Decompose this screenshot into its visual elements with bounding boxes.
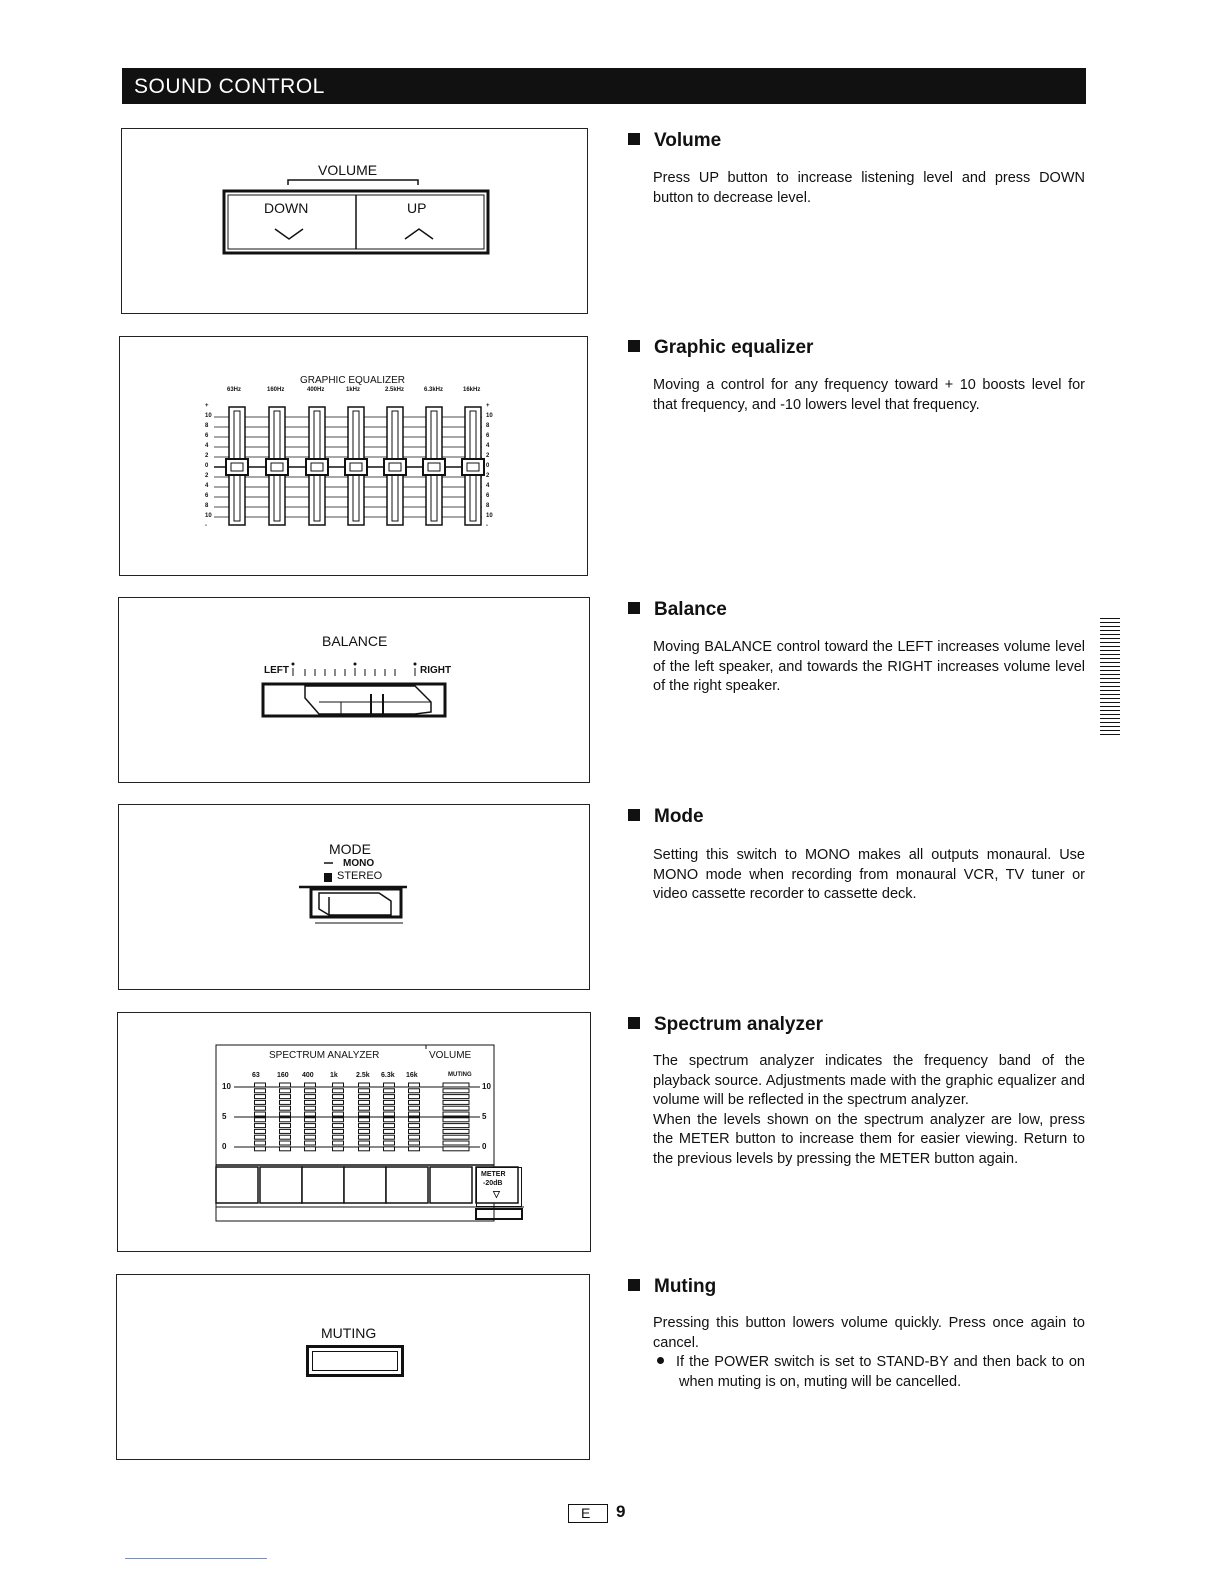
spectrum-bar-segment (255, 1083, 266, 1087)
spectrum-bar-segment (305, 1147, 316, 1151)
spectrum-level-right: 10 (482, 1082, 491, 1091)
spectrum-bar-segment (359, 1124, 370, 1128)
eq-scale-left-label: 10 (205, 513, 212, 519)
spectrum-bar-segment (443, 1083, 469, 1087)
spectrum-bar-segment (333, 1147, 344, 1151)
meter-db-label: -20dB (483, 1180, 503, 1187)
meter-down-arrow-icon: ▽ (493, 1189, 500, 1199)
eq-scale-right-label: 8 (486, 503, 490, 509)
spectrum-bar-segment (384, 1129, 395, 1133)
spectrum-bar-segment (305, 1112, 316, 1116)
eq-scale-left-label: 6 (205, 433, 209, 439)
eq-scale-left-label: + (205, 403, 209, 409)
spectrum-bar-segment (409, 1141, 420, 1145)
spectrum-bar-segment (409, 1089, 420, 1093)
spectrum-bar-segment (384, 1100, 395, 1104)
eq-scale-right-label: 10 (486, 513, 493, 519)
balance-right-label: RIGHT (420, 665, 452, 676)
volume-up-button[interactable]: UP (407, 200, 427, 216)
spectrum-band-label: 16k (406, 1072, 418, 1079)
bullet-dot-icon (657, 1357, 664, 1364)
volume-buttons-diagram (122, 129, 589, 315)
spectrum-bar-segment (384, 1124, 395, 1128)
spectrum-bar-segment (305, 1135, 316, 1139)
spectrum-bar-segment (280, 1135, 291, 1139)
spectrum-bar-segment (305, 1124, 316, 1128)
spectrum-bar-segment (255, 1118, 266, 1122)
mode-title: MODE (329, 841, 371, 857)
spectrum-bar-segment (333, 1095, 344, 1099)
eq-scale-left-label: - (205, 523, 207, 529)
footer-rule (125, 1558, 267, 1559)
spectrum-bar-segment (359, 1135, 370, 1139)
mode-heading: Mode (628, 806, 704, 828)
spectrum-heading: Spectrum analyzer (628, 1014, 823, 1036)
mode-stereo-label: STEREO (337, 870, 383, 882)
spectrum-bar-segment (255, 1141, 266, 1145)
eq-scale-left-label: 8 (205, 423, 209, 429)
bullet-icon (628, 340, 640, 352)
spectrum-bar-segment (443, 1141, 469, 1145)
eq-scale-right-label: - (486, 523, 488, 529)
eq-title: GRAPHIC EQUALIZER (300, 375, 406, 386)
spectrum-level-right: 5 (482, 1112, 487, 1121)
equalizer-text: Moving a control for any frequency toward + 10 boosts level for that frequency, and -10 lowers level that frequency. (653, 377, 1085, 413)
spectrum-bar-segment (409, 1124, 420, 1128)
spectrum-title: SPECTRUM ANALYZER (269, 1050, 380, 1061)
spectrum-bar-segment (443, 1089, 469, 1093)
spectrum-bar-segment (443, 1129, 469, 1133)
volume-title: VOLUME (318, 162, 378, 178)
spectrum-bar-segment (255, 1129, 266, 1133)
spectrum-volume-label: VOLUME (429, 1050, 472, 1061)
spectrum-button (430, 1167, 472, 1203)
page-number: 9 (616, 1502, 626, 1521)
spectrum-bar-segment (333, 1124, 344, 1128)
spectrum-bar-segment (280, 1083, 291, 1087)
mode-switch-diagram (119, 805, 591, 991)
spectrum-band-label: 63 (252, 1072, 260, 1079)
volume-figure (121, 128, 588, 314)
spectrum-bar-segment (443, 1100, 469, 1104)
spectrum-bar-segment (409, 1118, 420, 1122)
spectrum-bar-segment (359, 1141, 370, 1145)
spectrum-bar-segment (443, 1124, 469, 1128)
eq-slider-knob (384, 459, 406, 475)
spectrum-bar-segment (409, 1083, 420, 1087)
spectrum-band-label: 2.5k (356, 1072, 370, 1079)
spectrum-text: The spectrum analyzer indicates the frequency band of the playback source. Adjustments made with the graphic equalizer and volume will be reflected in the spectrum analyzer. When the levels shown on the spectrum analyzer are low, press the METER button to increase them for easier viewing. Return to the previous levels by pressing the METER button again. (653, 1053, 1085, 1167)
spectrum-bar-segment (280, 1147, 291, 1151)
spectrum-bar-segment (409, 1135, 420, 1139)
spectrum-bar-segment (280, 1118, 291, 1122)
spectrum-button (260, 1167, 302, 1203)
spectrum-bar-segment (305, 1083, 316, 1087)
eq-scale-right-label: 2 (486, 453, 490, 459)
spectrum-bar-segment (333, 1083, 344, 1087)
eq-scale-left-label: 8 (205, 503, 209, 509)
spectrum-bar-segment (255, 1147, 266, 1151)
spectrum-bar-segment (305, 1118, 316, 1122)
balance-slider-diagram (119, 598, 591, 784)
eq-slider-knob (423, 459, 445, 475)
bullet-icon (628, 133, 640, 145)
spectrum-bar-segment (384, 1106, 395, 1110)
spectrum-level-right: 0 (482, 1142, 487, 1151)
spectrum-band-label: 1k (330, 1072, 338, 1079)
spectrum-level-left: 0 (222, 1142, 227, 1151)
spectrum-bar-segment (359, 1089, 370, 1093)
spectrum-bar-segment (305, 1095, 316, 1099)
spectrum-bar-segment (255, 1095, 266, 1099)
spectrum-band-label: 400 (302, 1072, 314, 1079)
eq-band-label: 6.3kHz (424, 387, 444, 393)
eq-scale-left-label: 10 (205, 413, 212, 419)
spectrum-bar-segment (359, 1095, 370, 1099)
mode-figure (118, 804, 590, 990)
spectrum-button (216, 1167, 258, 1203)
bullet-icon (628, 1017, 640, 1029)
eq-scale-left-label: 2 (205, 473, 209, 479)
spectrum-bar-segment (333, 1118, 344, 1122)
meter-label: METER (481, 1171, 506, 1178)
bullet-icon (628, 809, 640, 821)
equalizer-heading: Graphic equalizer (628, 337, 813, 359)
spectrum-bar-segment (255, 1089, 266, 1093)
eq-scale-right-label: + (486, 403, 490, 409)
spectrum-bar-segment (443, 1135, 469, 1139)
muting-text: Pressing this button lowers volume quickly. Press once again to cancel. If the POWER switch is set to STAND-BY and then back to on when muting is on, muting will be cancelled. (653, 1314, 1085, 1392)
spectrum-bar-segment (333, 1135, 344, 1139)
spectrum-bar-segment (443, 1118, 469, 1122)
eq-slider-knob (345, 459, 367, 475)
spectrum-bar-segment (409, 1112, 420, 1116)
spectrum-bar-segment (305, 1129, 316, 1133)
page-title: SOUND CONTROL (134, 75, 325, 98)
eq-band-label: 1kHz (346, 387, 361, 393)
volume-down-button[interactable]: DOWN (264, 200, 309, 216)
spectrum-bar-segment (384, 1083, 395, 1087)
balance-title: BALANCE (322, 633, 388, 649)
spectrum-bar-segment (305, 1141, 316, 1145)
spectrum-bar-segment (280, 1089, 291, 1093)
spectrum-bar-segment (359, 1118, 370, 1122)
spectrum-level-left: 5 (222, 1112, 227, 1121)
spectrum-bar-segment (443, 1095, 469, 1099)
page-edge-marks (1100, 618, 1120, 738)
bullet-icon (628, 602, 640, 614)
eq-scale-right-label: 6 (486, 433, 490, 439)
eq-scale-right-label: 4 (486, 483, 490, 489)
eq-band-label: 2.5kHz (385, 387, 405, 393)
eq-scale-left-label: 4 (205, 483, 209, 489)
spectrum-bar-segment (255, 1112, 266, 1116)
spectrum-bar-segment (333, 1100, 344, 1104)
eq-scale-right-label: 10 (486, 413, 493, 419)
muting-title: MUTING (321, 1325, 377, 1341)
eq-band-label: 160Hz (267, 387, 285, 393)
spectrum-bar-segment (443, 1106, 469, 1110)
balance-figure (118, 597, 590, 783)
spectrum-bar-segment (305, 1100, 316, 1104)
spectrum-bar-segment (384, 1112, 395, 1116)
spectrum-bar-segment (333, 1141, 344, 1145)
spectrum-bar-segment (384, 1095, 395, 1099)
eq-scale-right-label: 0 (486, 463, 490, 469)
eq-scale-right-label: 6 (486, 493, 490, 499)
eq-scale-left-label: 6 (205, 493, 209, 499)
spectrum-bar-segment (443, 1112, 469, 1116)
spectrum-bar-segment (359, 1112, 370, 1116)
spectrum-bar-segment (280, 1106, 291, 1110)
spectrum-button (344, 1167, 386, 1203)
spectrum-bar-segment (409, 1129, 420, 1133)
spectrum-bar-segment (255, 1135, 266, 1139)
muting-figure (116, 1274, 590, 1460)
eq-scale-right-label: 2 (486, 473, 490, 479)
muting-button[interactable] (306, 1345, 404, 1377)
spectrum-bar-segment (409, 1106, 420, 1110)
mode-text: Setting this switch to MONO makes all outputs monaural. Use MONO mode when recording from monaural VCR, TV tuner or video cassette recorder to cassette deck. (653, 847, 1085, 902)
eq-band-label: 400Hz (307, 387, 325, 393)
spectrum-bar-segment (359, 1106, 370, 1110)
eq-scale-right-label: 8 (486, 423, 490, 429)
spectrum-bar-segment (384, 1141, 395, 1145)
spectrum-bar-segment (255, 1124, 266, 1128)
spectrum-bar-segment (255, 1106, 266, 1110)
spectrum-bar-segment (280, 1100, 291, 1104)
spectrum-bar-segment (333, 1089, 344, 1093)
spectrum-bar-segment (384, 1089, 395, 1093)
spectrum-bar-segment (333, 1106, 344, 1110)
spectrum-bar-segment (384, 1135, 395, 1139)
spectrum-bar-segment (409, 1095, 420, 1099)
spectrum-bar-segment (359, 1147, 370, 1151)
spectrum-bar-segment (280, 1112, 291, 1116)
bullet-icon (628, 1279, 640, 1291)
mode-mono-label: MONO (343, 858, 375, 869)
spectrum-bar-segment (280, 1141, 291, 1145)
spectrum-bar-segment (305, 1089, 316, 1093)
muting-note: If the POWER switch is set to STAND-BY and then back to on when muting is on, muting will be cancelled. (653, 1353, 1085, 1392)
spectrum-bar-segment (333, 1112, 344, 1116)
spectrum-bar-segment (305, 1106, 316, 1110)
volume-heading: Volume (628, 130, 721, 152)
spectrum-button (386, 1167, 428, 1203)
muting-heading: Muting (628, 1276, 716, 1298)
spectrum-bar-segment (359, 1083, 370, 1087)
spectrum-bar-segment (359, 1100, 370, 1104)
spectrum-band-label: 160 (277, 1072, 289, 1079)
eq-slider-knob (306, 459, 328, 475)
spectrum-band-label: MUTING (448, 1072, 472, 1078)
spectrum-bar-segment (409, 1147, 420, 1151)
balance-left-label: LEFT (264, 665, 289, 676)
spectrum-bar-segment (255, 1100, 266, 1104)
eq-band-label: 63Hz (227, 387, 242, 393)
meter-button[interactable] (476, 1167, 522, 1207)
spectrum-level-left: 10 (222, 1082, 231, 1091)
eq-band-label: 16kHz (463, 387, 481, 393)
balance-text: Moving BALANCE control toward the LEFT increases volume level of the left speaker, and towards the RIGHT increases volume level of the right speaker. (653, 639, 1085, 694)
equalizer-sliders-diagram (120, 337, 589, 577)
spectrum-bar-segment (384, 1118, 395, 1122)
spectrum-button (302, 1167, 344, 1203)
section-banner (122, 68, 1086, 104)
equalizer-figure (119, 336, 588, 576)
eq-slider-knob (266, 459, 288, 475)
spectrum-band-label: 6.3k (381, 1072, 395, 1079)
eq-scale-left-label: 2 (205, 453, 209, 459)
spectrum-bar-segment (280, 1124, 291, 1128)
volume-text: Press UP button to increase listening level and press DOWN button to decrease level. (653, 170, 1085, 206)
spectrum-figure (117, 1012, 591, 1252)
eq-scale-left-label: 0 (205, 463, 209, 469)
spectrum-bar-segment (409, 1100, 420, 1104)
spectrum-bars-diagram (118, 1013, 592, 1253)
spectrum-bar-segment (443, 1147, 469, 1151)
page-letter-box: E (568, 1504, 608, 1523)
eq-scale-left-label: 4 (205, 443, 209, 449)
eq-slider-knob (462, 459, 484, 475)
spectrum-bar-segment (280, 1129, 291, 1133)
eq-scale-right-label: 4 (486, 443, 490, 449)
spectrum-bar-segment (333, 1129, 344, 1133)
spectrum-bar-segment (384, 1147, 395, 1151)
balance-heading: Balance (628, 599, 727, 621)
spectrum-bar-segment (359, 1129, 370, 1133)
spectrum-bar-segment (280, 1095, 291, 1099)
eq-slider-knob (226, 459, 248, 475)
